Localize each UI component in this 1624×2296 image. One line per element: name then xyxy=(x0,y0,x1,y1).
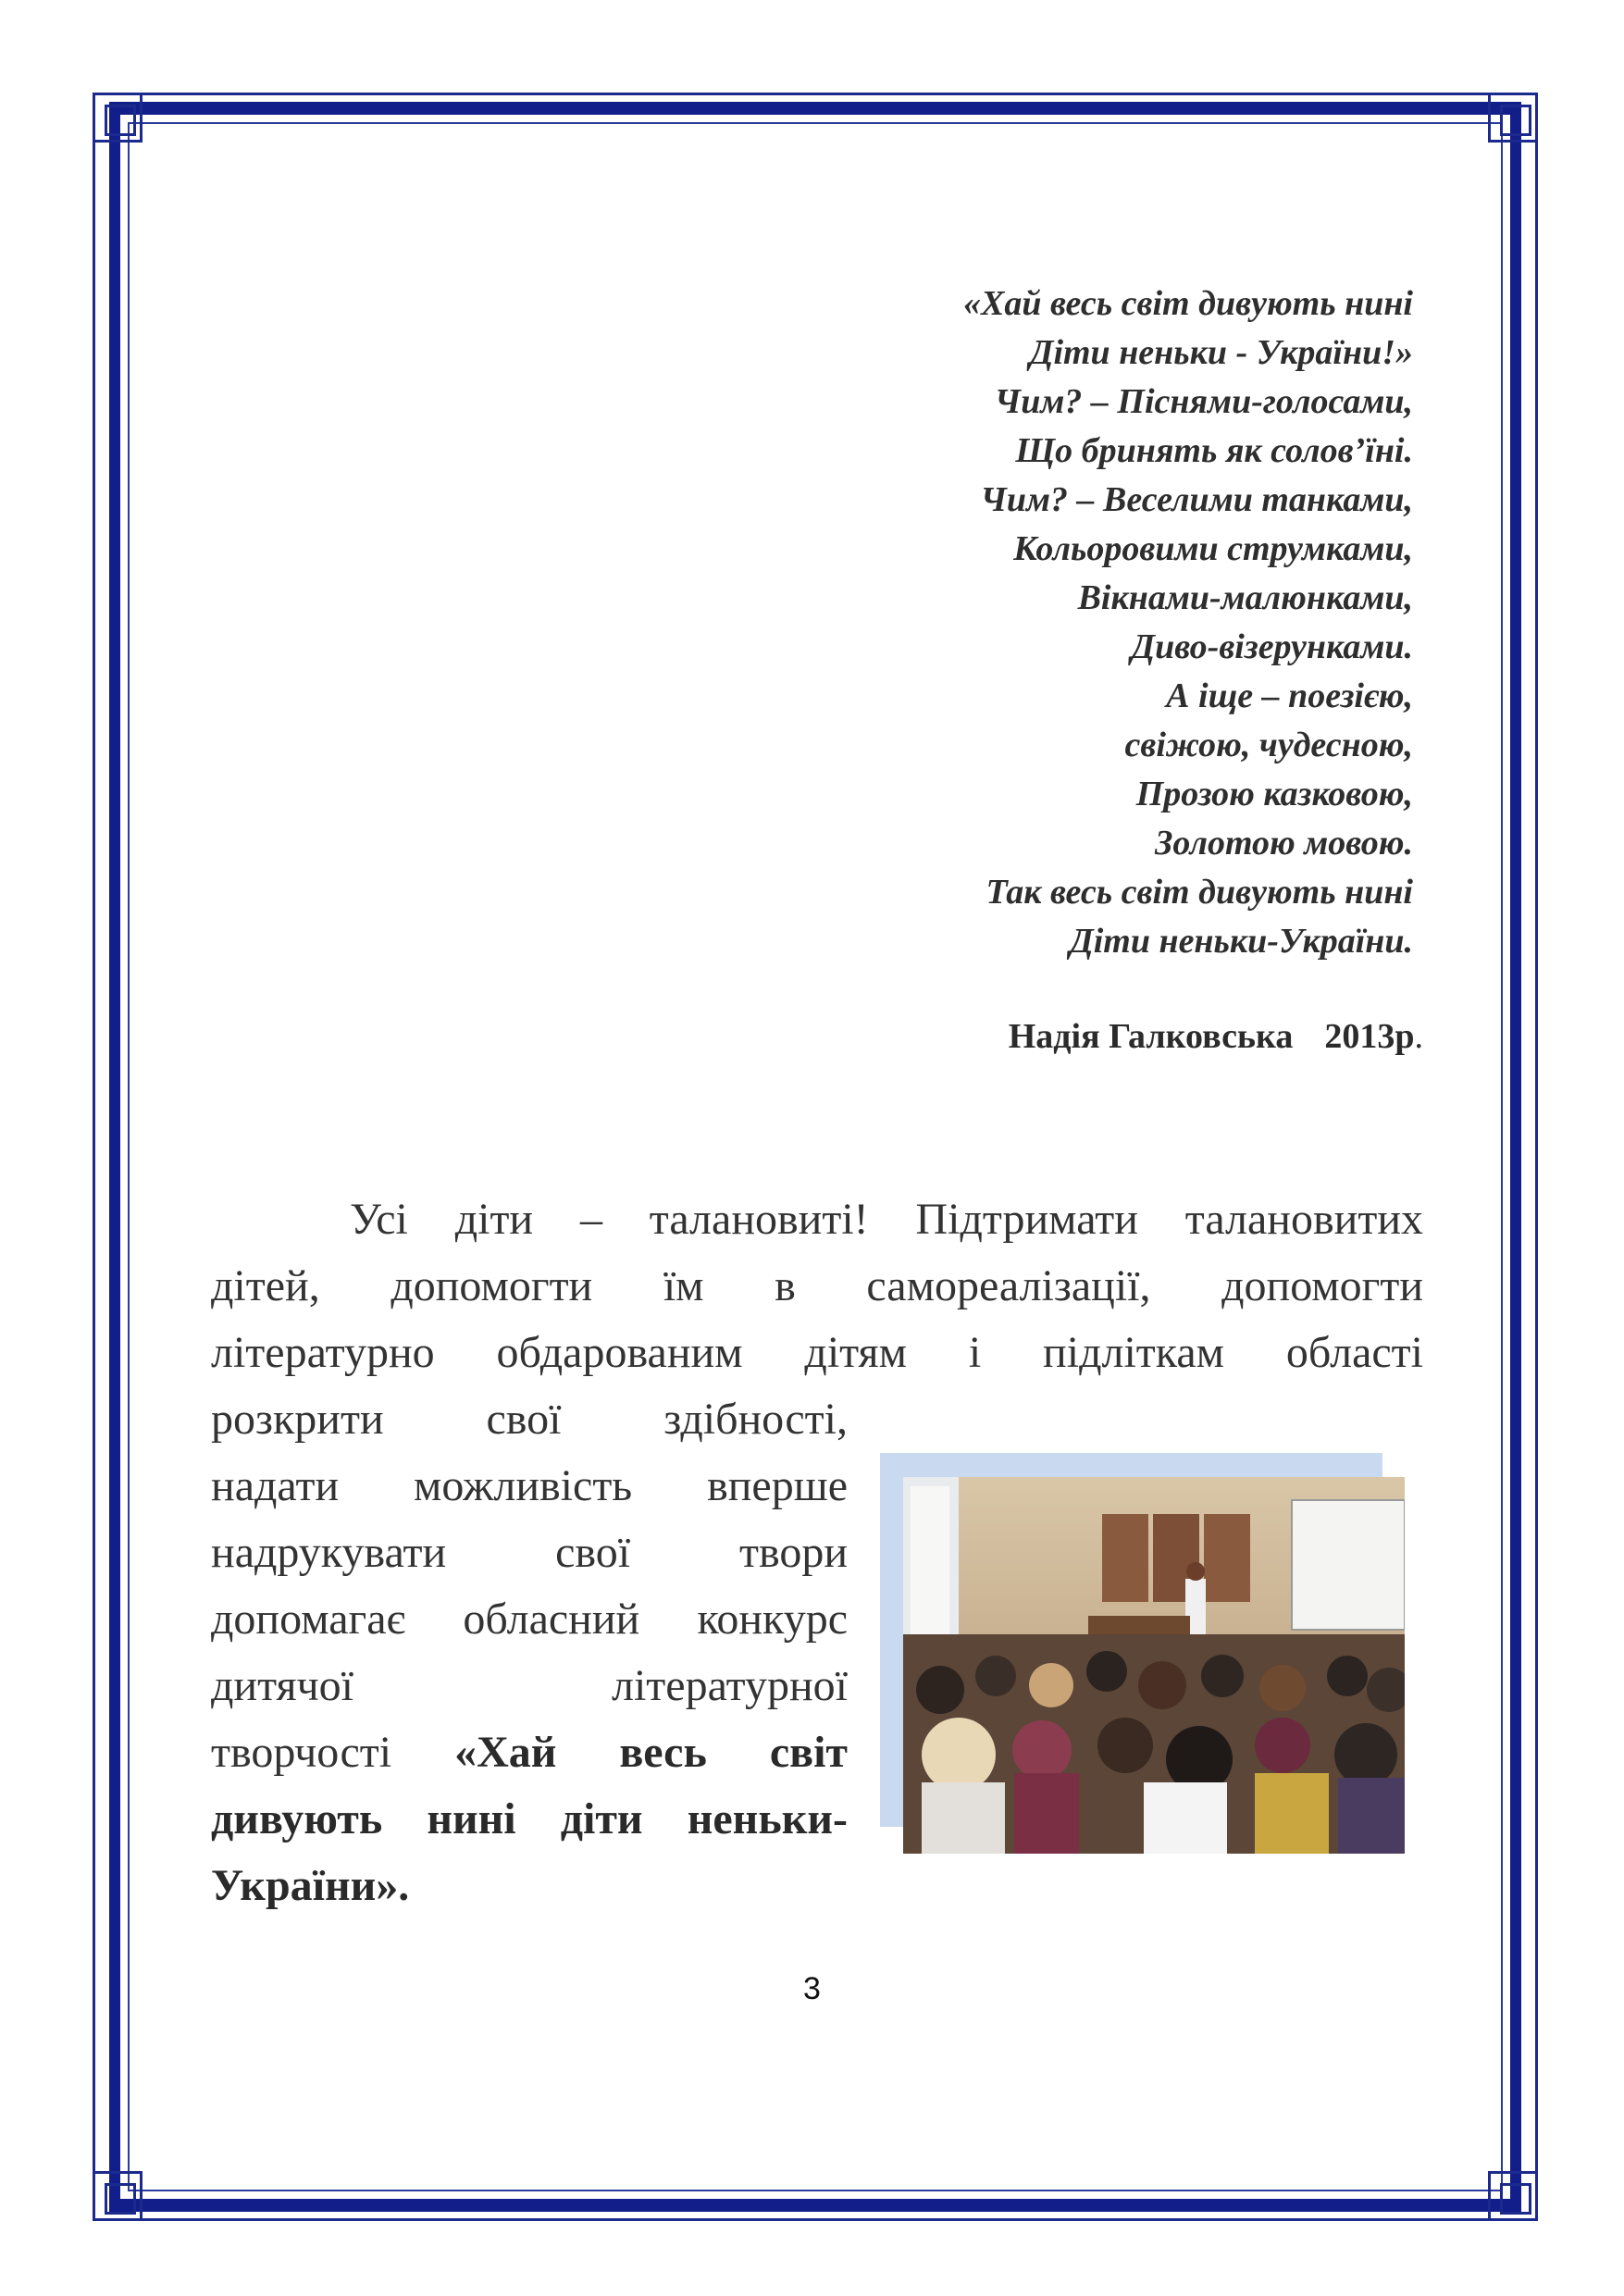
poem-line: А іще – поезією, xyxy=(1166,676,1413,715)
contest-title-part: України». xyxy=(211,1861,410,1910)
frame-corner-ornament xyxy=(1488,2171,1538,2221)
poem-line: Золотою мовою. xyxy=(1155,824,1413,863)
body-paragraph-left xyxy=(211,1386,848,1919)
signature-dot: . xyxy=(1414,1017,1423,1056)
poem-line: Чим? – Веселими танками, xyxy=(980,480,1413,519)
paragraph-line: розкрити свої здібності, xyxy=(211,1395,848,1444)
author-name: Надія Галковська xyxy=(1008,1017,1294,1056)
auditorium-photo xyxy=(903,1477,1405,1854)
frame-corner-ornament xyxy=(93,2171,143,2221)
poem-line: Чим? – Піснями-голосами, xyxy=(994,382,1413,421)
paragraph-line: дитячої літературної xyxy=(211,1661,848,1710)
frame-corner-ornament xyxy=(1488,93,1538,143)
poem-line: Вікнами-малюнками, xyxy=(1077,578,1413,617)
paragraph-line: Усі діти – талановиті! Підтримати талановитих xyxy=(350,1195,1423,1244)
poem-line: Диво-візерунками. xyxy=(1131,627,1413,666)
paragraph-line: надрукувати свої твори xyxy=(211,1528,848,1577)
poem-line: свіжою, чудесною, xyxy=(1124,726,1413,764)
body-paragraph-top xyxy=(211,1186,1423,1386)
poem-line: Діти неньки-України. xyxy=(1069,922,1413,961)
poem-line: Прозою казковою, xyxy=(1135,775,1413,813)
poem-year: 2013р xyxy=(1324,1017,1415,1056)
paragraph-line xyxy=(211,1719,848,1786)
poem-epigraph xyxy=(580,279,1413,966)
paragraph-line xyxy=(211,1786,848,1853)
paragraph-line: дітей, допомогти їм в самореалізації, допомогти xyxy=(211,1261,1423,1310)
paragraph-line: літературно обдарованим дітям і підліткам області xyxy=(211,1328,1423,1377)
poem-line: «Хай весь світ дивують нині xyxy=(963,284,1413,323)
paragraph-line: надати можливість вперше xyxy=(211,1461,848,1510)
frame-corner-ornament xyxy=(93,93,143,143)
paragraph-line: допомагає обласний конкурс xyxy=(211,1595,848,1644)
contest-title-part: дивують нині діти неньки- xyxy=(211,1794,848,1843)
poem-line: Так весь світ дивують нині xyxy=(986,873,1413,912)
poem-line: Кольоровими струмками, xyxy=(1013,529,1413,568)
poem-line: Що бринять як солов’їні. xyxy=(1015,431,1413,470)
poem-signature xyxy=(1009,1016,1423,1057)
paragraph-line xyxy=(211,1853,848,1919)
page-number: 3 xyxy=(803,1971,821,2006)
paragraph-text: творчості xyxy=(211,1728,455,1777)
poem-line: Діти неньки - України!» xyxy=(1029,333,1413,372)
auditorium-photo-icon xyxy=(903,1477,1405,1854)
contest-title-part: «Хай весь світ xyxy=(454,1728,848,1777)
